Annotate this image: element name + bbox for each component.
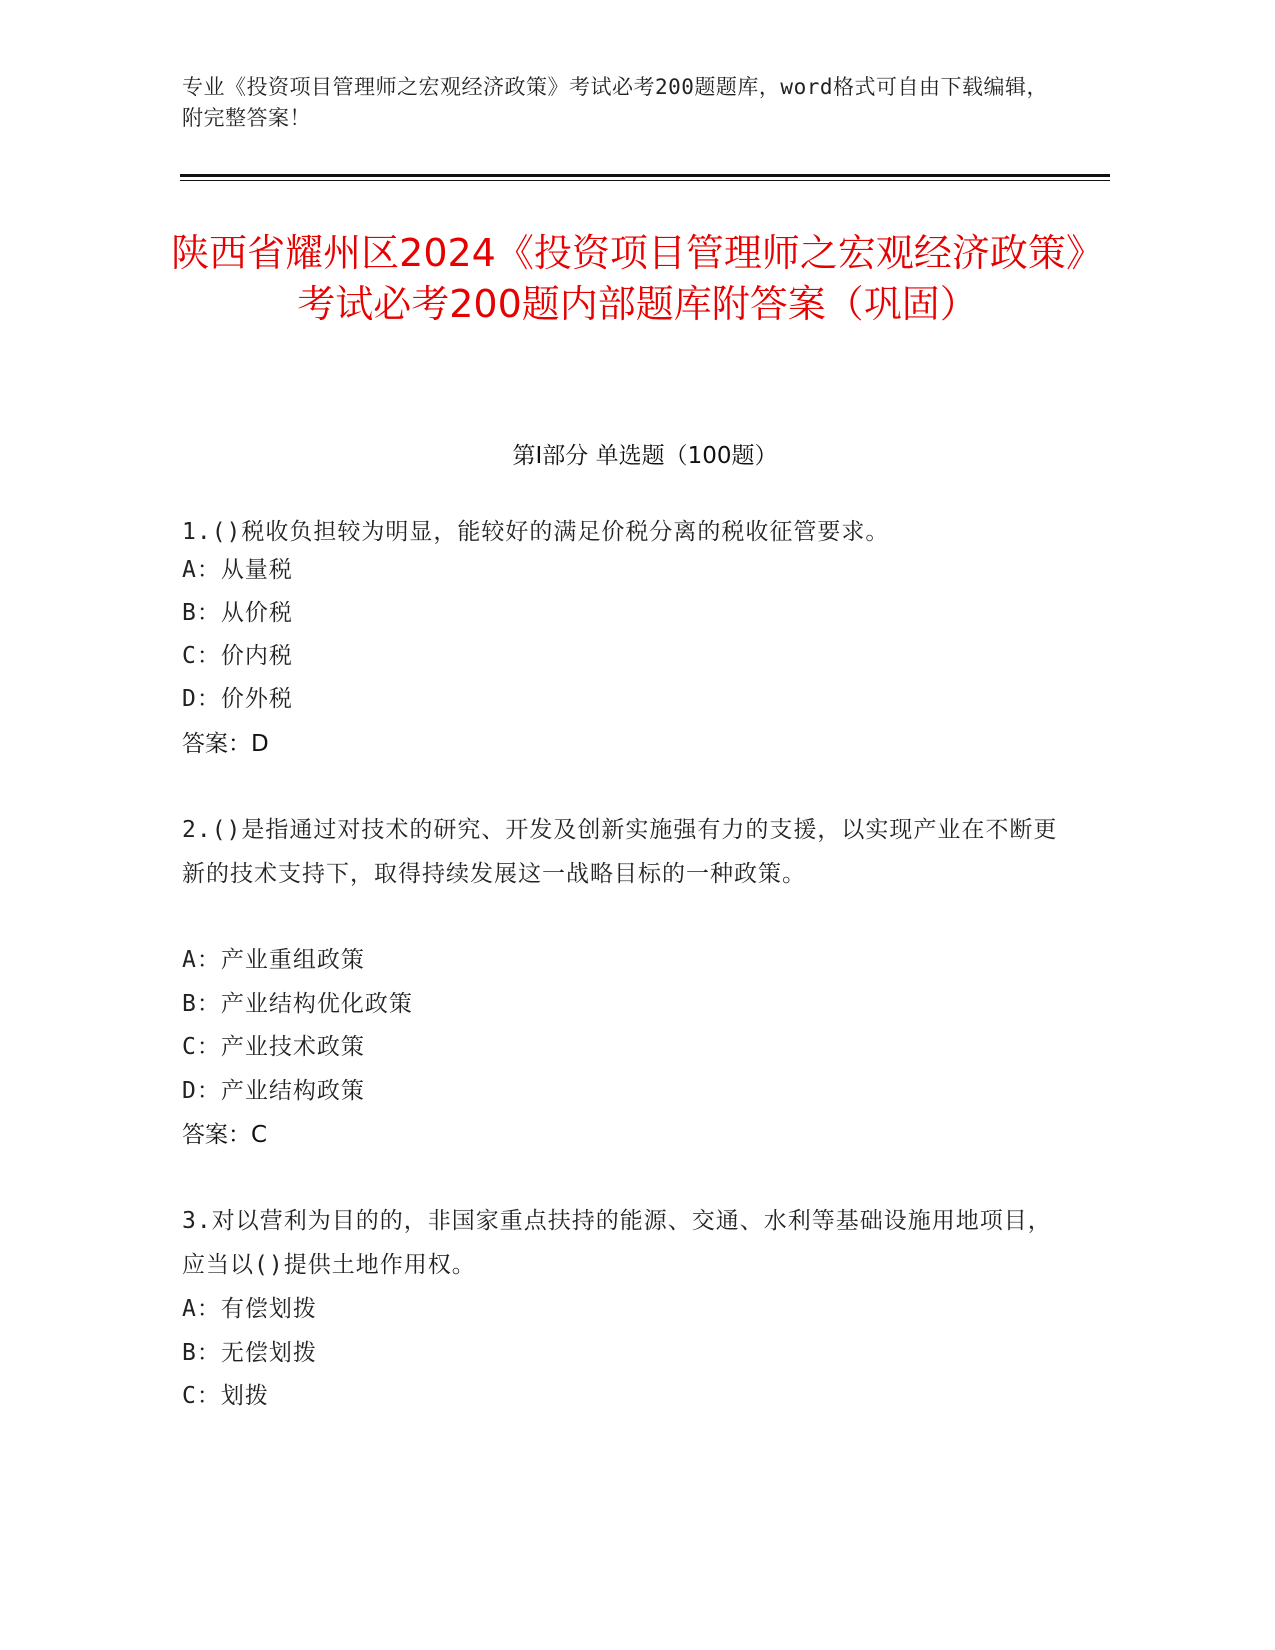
section-heading: 第Ⅰ部分 单选题（100题） [512, 443, 778, 469]
question-stem: 3.对以营利为目的的，非国家重点扶持的能源、交通、水利等基础设施用地项目，应当以()提供土地作用权。 [182, 1208, 1052, 1278]
answer-label: 答案：C [182, 1122, 268, 1148]
option-a: A：从量税 [182, 557, 293, 583]
option-d: D：价外税 [182, 686, 293, 712]
option-c: C：价内税 [182, 643, 293, 669]
option-b: B：产业结构优化政策 [182, 991, 413, 1017]
option-b: B：从价税 [182, 600, 293, 626]
option-c: C：产业技术政策 [182, 1034, 365, 1060]
option-a: A：有偿划拨 [182, 1296, 317, 1322]
question-stem: 2.()是指通过对技术的研究、开发及创新实施强有力的支援，以实现产业在不断更新的技术支持下，取得持续发展这一战略目标的一种政策。 [182, 817, 1058, 887]
header-divider-thin [180, 180, 1110, 181]
answer-label: 答案：D [182, 731, 269, 757]
option-c: C：划拨 [182, 1383, 269, 1409]
option-d: D：产业结构政策 [182, 1078, 365, 1104]
option-a: A：产业重组政策 [182, 947, 365, 973]
option-b: B：无偿划拨 [182, 1340, 317, 1366]
header-divider-thick [180, 174, 1110, 177]
document-title: 陕西省耀州区2024《投资项目管理师之宏观经济政策》考试必考200题内部题库附答案（巩固） [171, 231, 1104, 326]
question-stem: 1.()税收负担较为明显，能较好的满足价税分离的税收征管要求。 [182, 519, 890, 545]
header-note: 专业《投资项目管理师之宏观经济政策》考试必考200题题库，word格式可自由下载编辑，附完整答案！ [182, 75, 1048, 130]
